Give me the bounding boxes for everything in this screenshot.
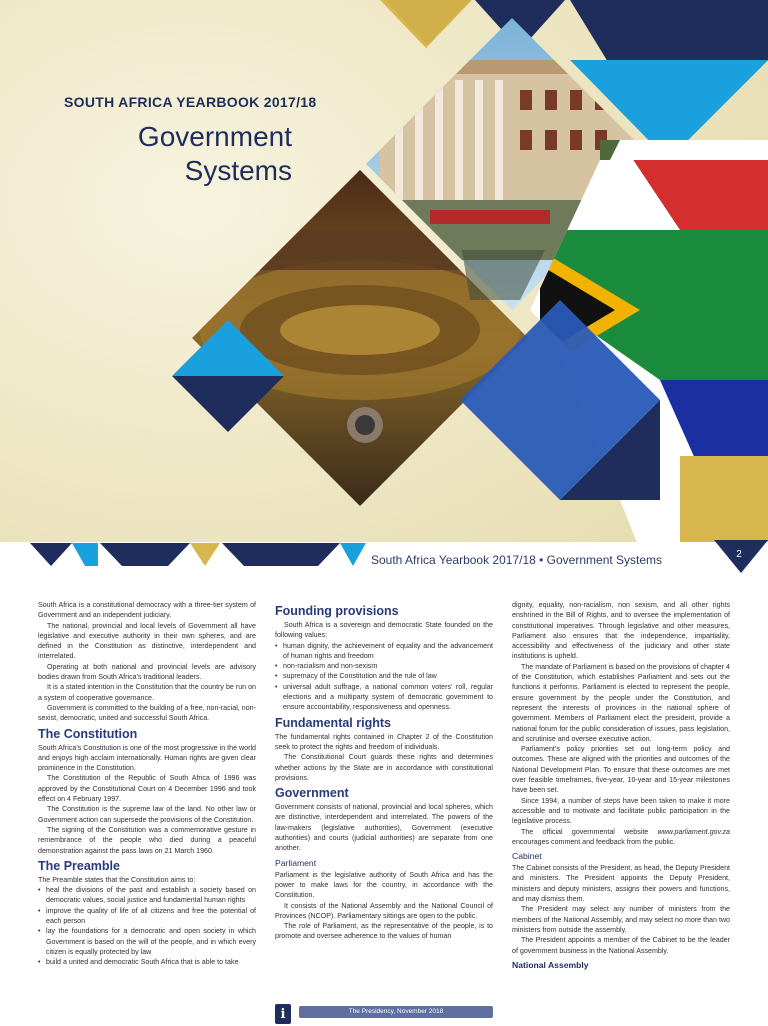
paragraph: Parliament is the legislative authority of South Africa and has the power to make laws for the country, in accordance with the Constitution. bbox=[275, 870, 493, 900]
paragraph: The role of Parliament, as the representative of the people, is to promote and oversee adherence to the values of human bbox=[275, 922, 493, 941]
website-link[interactable]: www.parliament.gov.za bbox=[657, 827, 730, 836]
running-head: South Africa Yearbook 2017/18 • Government Systems bbox=[371, 553, 663, 567]
paragraph: The Constitution is the supreme law of the land. No other law or Government action can supersede the provisions of the Constitution. bbox=[38, 805, 256, 824]
paragraph: The Constitutional Court guards these rights and determines whether actions by the State are in accordance with constitutional provisions. bbox=[275, 753, 493, 782]
paragraph: Operating at both national and provincial levels are advisory bodies drawn from South Africa’s traditional leaders. bbox=[38, 662, 256, 682]
paragraph: South Africa is a constitutional democracy with a three-tier system of Government and an independent judiciary. bbox=[38, 601, 256, 620]
list-item: • human dignity, the achievement of equality and the advancement of human rights and freedom bbox=[275, 641, 493, 662]
column-1 bbox=[38, 600, 256, 968]
website-post: encourages comment and feedback from the public. bbox=[512, 837, 676, 846]
heading-founding-provisions: Founding provisions bbox=[275, 604, 399, 618]
heading-parliament: Parliament bbox=[275, 857, 317, 868]
paragraph: Parliament’s policy priorities set out long-term policy and outcomes. These are aligned with the priorities and outcomes of the National Development Plan. To ensure that these outcomes are met over feasible timeframes, five-year, 10-year and 15-year milestones have been set. bbox=[512, 745, 730, 795]
heading-fundamental-rights: Fundamental rights bbox=[275, 715, 391, 730]
yearbook-title: SOUTH AFRICA YEARBOOK 2017/18 bbox=[64, 94, 317, 110]
list-item: • non-racialism and non-sexism bbox=[275, 661, 493, 671]
heading-preamble: The Preamble bbox=[38, 858, 120, 873]
paragraph: The signing of the Constitution was a commemorative gesture in remembrance of the people who died during a peaceful demonstration against the pass laws on 21 March 1960. bbox=[38, 825, 256, 855]
paragraph: South Africa’s Constitution is one of the most progressive in the world and enjoys high acclaim internationally. Human rights are given clear prominence in the Constitution. bbox=[38, 743, 256, 773]
list-item: • supremacy of the Constitution and the rule of law bbox=[275, 671, 493, 681]
section-title: Government Systems bbox=[137, 121, 292, 186]
paragraph: The mandate of Parliament is based on the provisions of chapter 4 of the Constitution, which establishes Parliament and sets out the functions it performs. Parliament is elected to represent the people, ensure government by the people under the Constitution, and represent the interests of provinces in the national sphere of government. Members of Parliament elect the president, provide a national forum for the public consideration of issues, pass legislation, and scrutinise and oversee executive action. bbox=[512, 662, 730, 743]
paragraph: The Cabinet consists of the President, as head, the Deputy President and ministers. The President appoints the Deputy President, ministers and deputy ministers, assigns their powers and functions, and may dismiss them. bbox=[512, 864, 730, 904]
list-item: • improve the quality of life of all citizens and free the potential of each person bbox=[38, 906, 256, 927]
founding-list bbox=[275, 641, 493, 713]
heading-cabinet: Cabinet bbox=[512, 851, 542, 862]
info-source-label: The Presidency, November 2018 bbox=[299, 1006, 493, 1018]
paragraph: The national, provincial and local levels of Government all have legislative and executive authority in their own spheres, and are defined in the Constitution as distinctive, interdependent and interrelated. bbox=[38, 621, 256, 661]
paragraph: It is a stated intention in the Constitution that the country be run on a system of cooperative governance. bbox=[38, 683, 256, 702]
list-item: • universal adult suffrage, a national common voters’ roll, regular elections and a multiparty system of democratic government to ensure accountability, responsiveness and openness. bbox=[275, 682, 493, 713]
column-3 bbox=[512, 600, 730, 972]
heading-national-assembly: National Assembly bbox=[512, 959, 589, 970]
paragraph: The Preamble states that the Constitution aims to: bbox=[38, 875, 196, 884]
list-item: • lay the foundations for a democratic and open society in which Government is based on the will of the people, and in which every citizen is equally protected by law bbox=[38, 926, 256, 957]
paragraph: Since 1994, a number of steps have been taken to make it more accessible and to motivate and facilitate public participation in the legislative process. bbox=[512, 796, 730, 826]
list-item: • build a united and democratic South Africa that is able to take bbox=[38, 957, 256, 967]
paragraph: South Africa is a sovereign and democratic State founded on the following values: bbox=[275, 621, 493, 640]
preamble-list bbox=[38, 885, 256, 967]
paragraph: dignity, equality, non-racialism, non sexism, and all other rights enshrined in the Bill of Rights, and to oversee the implementation of constitutional imperatives. Through legislative and other measures, Parliament also ensures that the independence, impartiality, accessibility and effectiveness of the judiciary and other state institutions is upheld. bbox=[512, 601, 730, 661]
info-icon: i bbox=[275, 1004, 291, 1024]
paragraph: The Constitution of the Republic of South Africa of 1996 was approved by the Constitutional Court on 4 December 1996 and took effect on 4 February 1997. bbox=[38, 774, 256, 804]
paragraph: The fundamental rights contained in Chapter 2 of the Constitution seek to protect the rights and freedom of individuals. bbox=[275, 732, 493, 751]
paragraph-website bbox=[512, 827, 730, 848]
paragraph: It consists of the National Assembly and the National Council of Provinces (NCOP). Parliamentary sittings are open to the public. bbox=[275, 901, 493, 920]
paragraph: Government is committed to the building of a free, non-racial, non-sexist, democratic, united and successful South Africa. bbox=[38, 703, 256, 723]
paragraph: Government consists of national, provincial and local spheres, which are distinctive, interdependent and interrelated. The powers of the law-makers (legislative authorities), Government (executive authorities) and courts (judicial authorities) are separate from one another. bbox=[275, 803, 493, 853]
column-2 bbox=[275, 600, 493, 942]
website-pre: The official governmental website bbox=[521, 827, 658, 836]
info-box bbox=[275, 1004, 493, 1026]
paragraph: The President may select any number of ministers from the members of the National Assembly, and may select no more than two ministers from outside the assembly. bbox=[512, 905, 730, 934]
paragraph: The President appoints a member of the Cabinet to be the leader of government business in the National Assembly. bbox=[512, 936, 730, 955]
heading-constitution: The Constitution bbox=[38, 726, 138, 741]
page-number: 2 bbox=[736, 549, 742, 560]
list-item: • heal the divisions of the past and establish a society based on democratic values, social justice and fundamental human rights bbox=[38, 885, 256, 906]
heading-government: Government bbox=[275, 786, 349, 801]
article-body bbox=[0, 600, 768, 1024]
